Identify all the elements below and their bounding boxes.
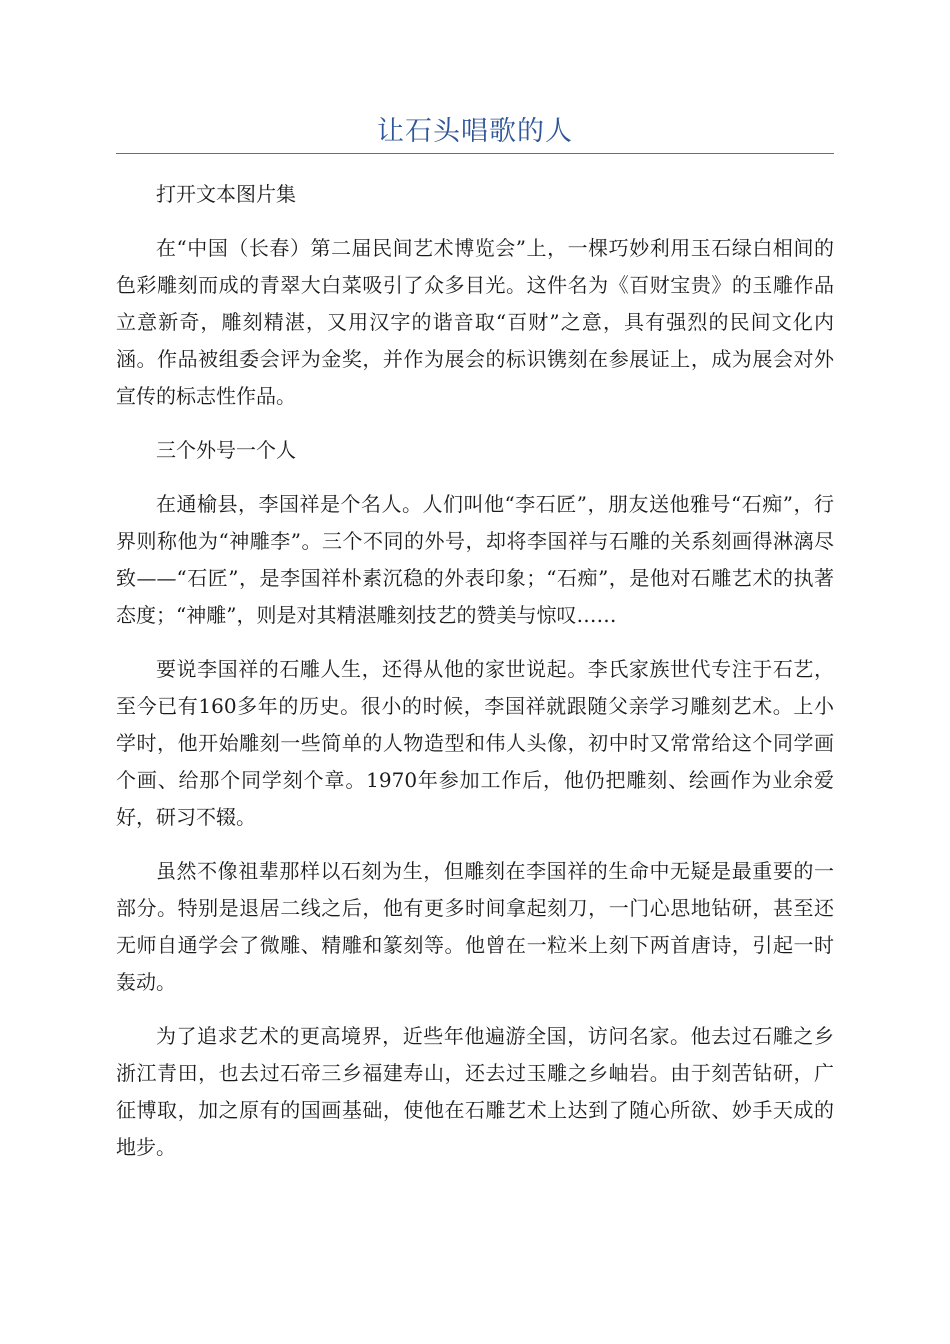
paragraph-carving-life: 虽然不像祖辈那样以石刻为生，但雕刻在李国祥的生命中无疑是最重要的一部分。特别是退居二线之后，他有更多时间拿起刻刀，一门心思地钻研，甚至还无师自通学会了微雕、精雕和篆刻等。他曾在一粒米上刻下两首唐诗，引起一时轰动。 <box>116 859 834 994</box>
paragraph-gallery-link: 打开文本图片集 <box>156 182 296 206</box>
document-body <box>116 176 834 1183</box>
section-heading-nicknames: 三个外号一个人 <box>156 438 296 462</box>
document-title: 让石头唱歌的人 <box>377 116 573 147</box>
paragraph-nicknames: 在通榆县，李国祥是个名人。人们叫他“李石匠”，朋友送他雅号“石痴”，行界则称他为“神雕李”。三个不同的外号，却将李国祥与石雕的关系刻画得淋漓尽致——“石匠”，是李国祥朴素沉稳的外表印象；“石痴”，是他对石雕艺术的执著态度；“神雕”，则是对其精湛雕刻技艺的赞美与惊叹…… <box>116 492 834 627</box>
paragraph-expo-intro: 在“中国（长春）第二届民间艺术博览会”上，一棵巧妙利用玉石绿白相间的色彩雕刻而成的青翠大白菜吸引了众多目光。这件名为《百财宝贵》的玉雕作品立意新奇，雕刻精湛，又用汉字的谐音取“百财”之意，具有强烈的民间文化内涵。作品被组委会评为金奖，并作为展会的标识镌刻在参展证上，成为展会对外宣传的标志性作品。 <box>116 236 834 408</box>
title-underline <box>116 153 834 154</box>
paragraph-family-history: 要说李国祥的石雕人生，还得从他的家世说起。李氏家族世代专注于石艺，至今已有160多年的历史。很小的时候，李国祥就跟随父亲学习雕刻艺术。上小学时，他开始雕刻一些简单的人物造型和伟人头像，初中时又常常给这个同学画个画、给那个同学刻个章。1970年参加工作后，他仍把雕刻、绘画作为业余爱好，研习不辍。 <box>116 657 834 829</box>
paragraph-travels: 为了追求艺术的更高境界，近些年他遍游全国，访问名家。他去过石雕之乡浙江青田，也去过石帝三乡福建寿山，还去过玉雕之乡岫岩。由于刻苦钻研，广征博取，加之原有的国画基础，使他在石雕艺术上达到了随心所欲、妙手天成的地步。 <box>116 1024 834 1159</box>
